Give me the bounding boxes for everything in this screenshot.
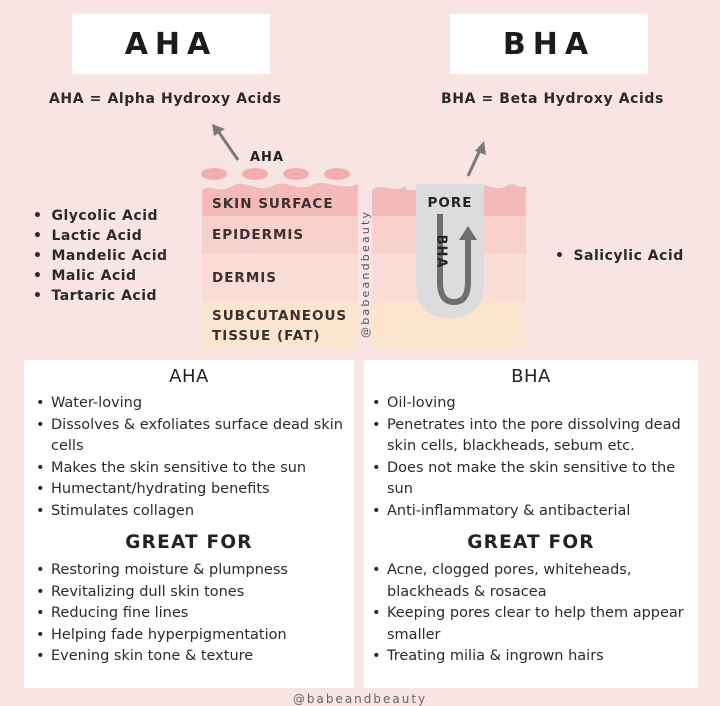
subcutaneous-label [212, 306, 347, 346]
bha-great-for-heading: GREAT FOR [467, 532, 595, 553]
list-item: • Acne, clogged pores, whiteheads, blackheads & rosacea [370, 560, 690, 603]
bha-great-for-list [370, 560, 690, 668]
dead-skin-cell [283, 168, 309, 180]
aha-title: AHA [124, 26, 218, 62]
list-item: • Malic Acid [33, 266, 168, 286]
subcutaneous-line2: TISSUE (FAT) [212, 328, 321, 344]
dermis-label: DERMIS [212, 270, 278, 286]
list-item: • Dissolves & exfoliates surface dead skin cells [34, 415, 346, 458]
list-item: • Stimulates collagen [34, 501, 346, 523]
aha-great-for-list [34, 560, 346, 668]
bha-properties [370, 393, 694, 522]
skin-surface-label: SKIN SURFACE [212, 196, 334, 212]
list-item: • Reducing fine lines [34, 603, 346, 625]
aha-properties [34, 393, 346, 522]
list-item: • Penetrates into the pore dissolving dead skin cells, blackheads, sebum etc. [370, 415, 694, 458]
list-item: • Helping fade hyperpigmentation [34, 625, 346, 647]
list-item: • Restoring moisture & plumpness [34, 560, 346, 582]
aha-panel [24, 360, 354, 688]
diagram-watermark: @babeandbeauty [359, 209, 372, 339]
footer-watermark: @babeandbeauty [292, 692, 428, 706]
list-item: • Water-loving [34, 393, 346, 415]
list-item: • Makes the skin sensitive to the sun [34, 458, 346, 480]
list-item: • Keeping pores clear to help them appear smaller [370, 603, 690, 646]
epidermis-label: EPIDERMIS [212, 227, 305, 243]
bha-panel-title: BHA [511, 366, 551, 387]
bha-acid-list [555, 246, 684, 266]
dead-skin-cell [242, 168, 268, 180]
bha-vertical-label: BHA [433, 234, 449, 269]
list-item: • Tartaric Acid [33, 286, 168, 306]
list-item: • Treating milia & ingrown hairs [370, 646, 690, 668]
list-item: • Humectant/hydrating benefits [34, 479, 346, 501]
aha-definition: AHA = Alpha Hydroxy Acids [49, 91, 282, 107]
list-item: • Revitalizing dull skin tones [34, 582, 346, 604]
list-item: • Evening skin tone & texture [34, 646, 346, 668]
list-item: • Salicylic Acid [555, 246, 684, 266]
dead-skin-cell [324, 168, 350, 180]
bha-title: BHA [502, 26, 596, 62]
list-item: • Glycolic Acid [33, 206, 168, 226]
bha-definition: BHA = Beta Hydroxy Acids [441, 91, 664, 107]
list-item: • Oil-loving [370, 393, 694, 415]
list-item: • Lactic Acid [33, 226, 168, 246]
bha-panel [364, 360, 698, 688]
list-item: • Anti-inflammatory & antibacterial [370, 501, 694, 523]
aha-panel-title: AHA [169, 366, 209, 387]
subcutaneous-line1: SUBCUTANEOUS [212, 308, 348, 324]
list-item: • Does not make the skin sensitive to the sun [370, 458, 694, 501]
pore-label: PORE [427, 195, 473, 211]
aha-great-for-heading: GREAT FOR [125, 532, 253, 553]
aha-arrow-label: AHA [250, 150, 285, 165]
list-item: • Mandelic Acid [33, 246, 168, 266]
aha-acid-list [33, 206, 168, 306]
dead-skin-cell [201, 168, 227, 180]
